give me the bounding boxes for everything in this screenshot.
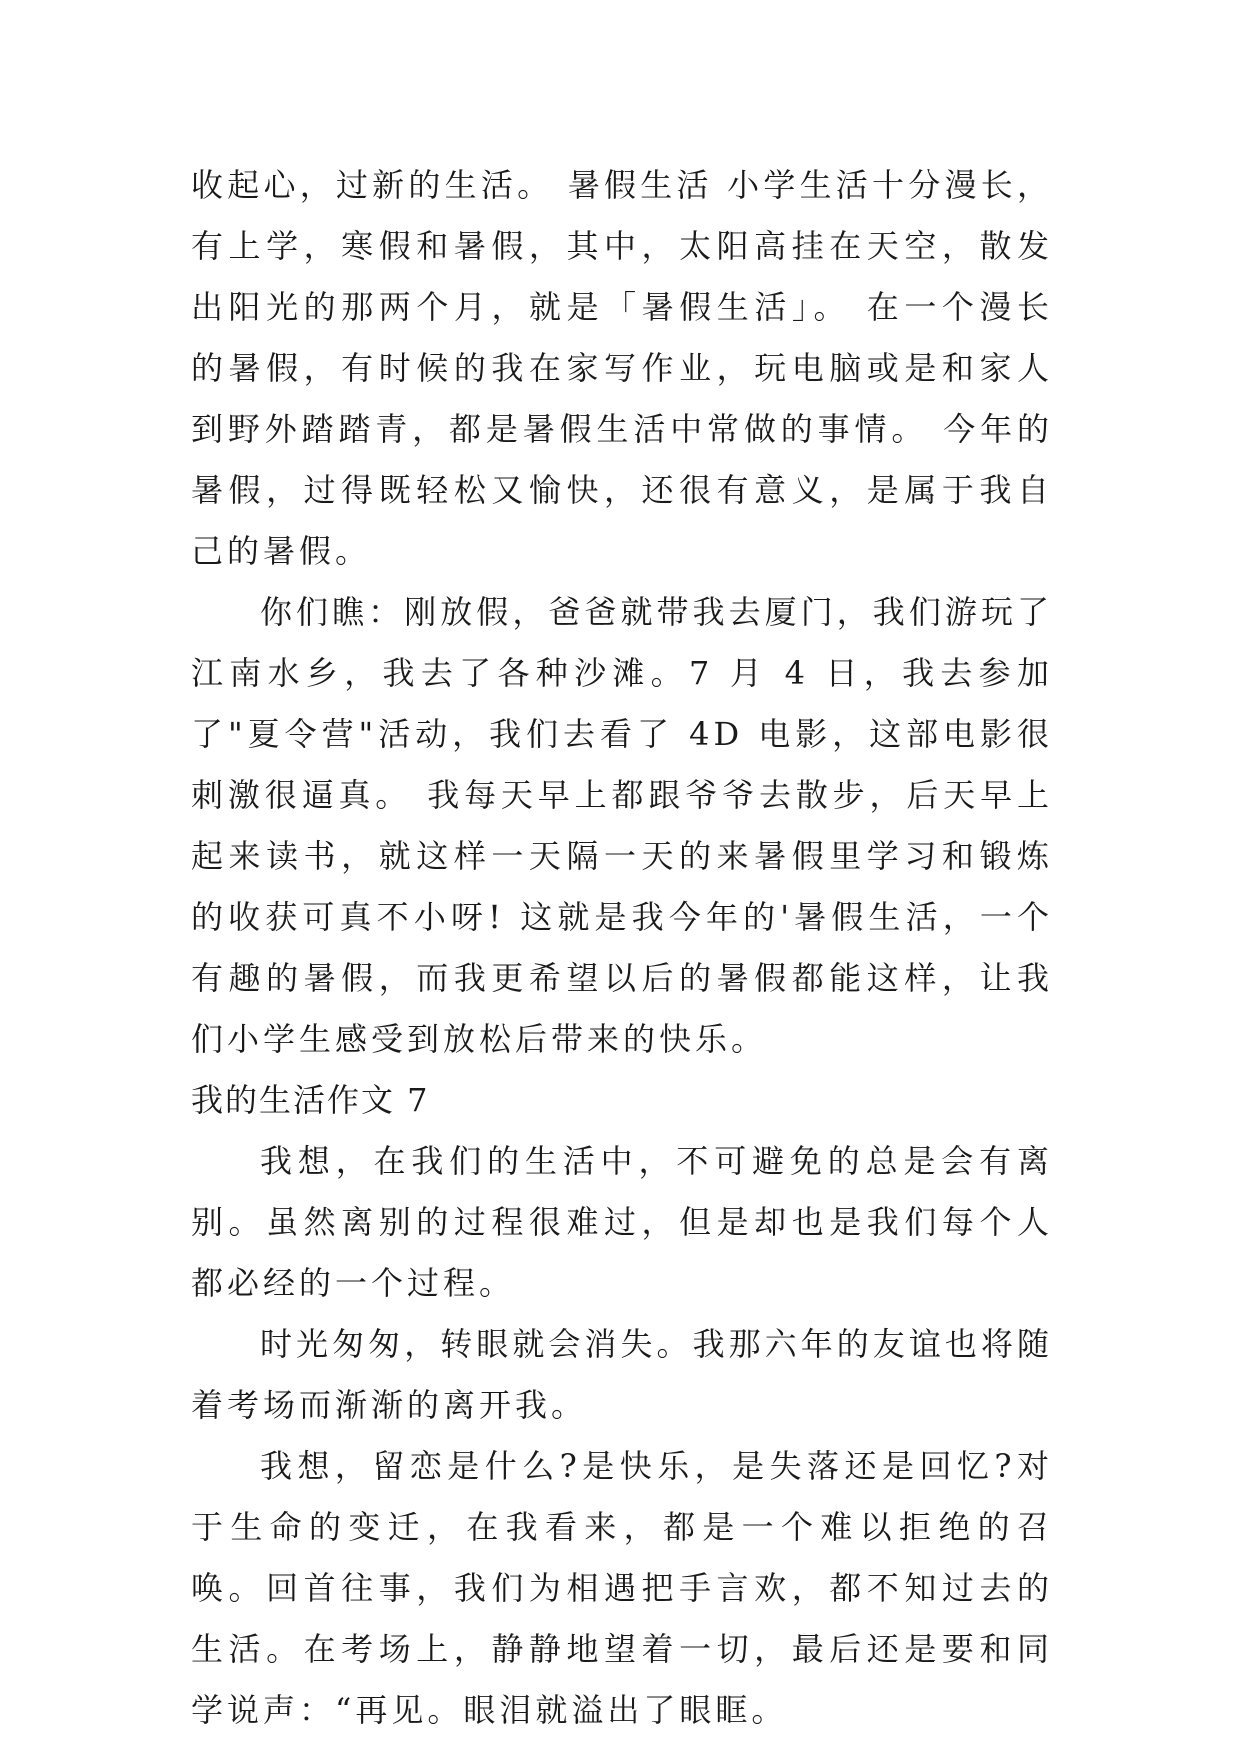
document-body [191, 155, 1053, 1741]
paragraph-summer-activities: 你们瞧：刚放假，爸爸就带我去厦门，我们游玩了江南水乡，我去了各种沙滩。7 月 4 日，我去参加了"夏令营"活动，我们去看了 4D 电影，这部电影很刺激很逼真。 我每天早上都跟爷爷去散步，后天早上起来读书，就这样一天隔一天的来暑假里学习和锻炼的收获可真不小呀! 这就是我今年的'暑假生活，一个有趣的暑假，而我更希望以后的暑假都能这样，让我们小学生感受到放松后带来的快乐。 [191, 593, 1053, 1058]
paragraph-time-passes: 时光匆匆，转眼就会消失。我那六年的友谊也将随着考场而渐渐的离开我。 [191, 1325, 1053, 1424]
paragraph-nostalgia: 我想，留恋是什么?是快乐，是失落还是回忆?对于生命的变迁，在我看来，都是一个难以拒绝的召唤。回首往事，我们为相遇把手言欢，都不知过去的生活。在考场上，静静地望着一切，最后还是要和同学说声：“再见。眼泪就溢出了眼眶。 [191, 1447, 1053, 1729]
paragraph-farewell: 我想，在我们的生活中，不可避免的总是会有离别。虽然离别的过程很难过，但是却也是我们每个人都必经的一个过程。 [191, 1142, 1053, 1302]
essay-heading: 我的生活作文 7 [191, 1081, 430, 1119]
paragraph-summer-intro: 收起心，过新的生活。 暑假生活 小学生活十分漫长，有上学，寒假和暑假，其中，太阳高挂在天空，散发出阳光的那两个月，就是「暑假生活」。 在一个漫长的暑假，有时候的我在家写作业，玩电脑或是和家人到野外踏踏青，都是暑假生活中常做的事情。 今年的暑假，过得既轻松又愉快，还很有意义，是属于我自己的暑假。 [191, 166, 1053, 570]
